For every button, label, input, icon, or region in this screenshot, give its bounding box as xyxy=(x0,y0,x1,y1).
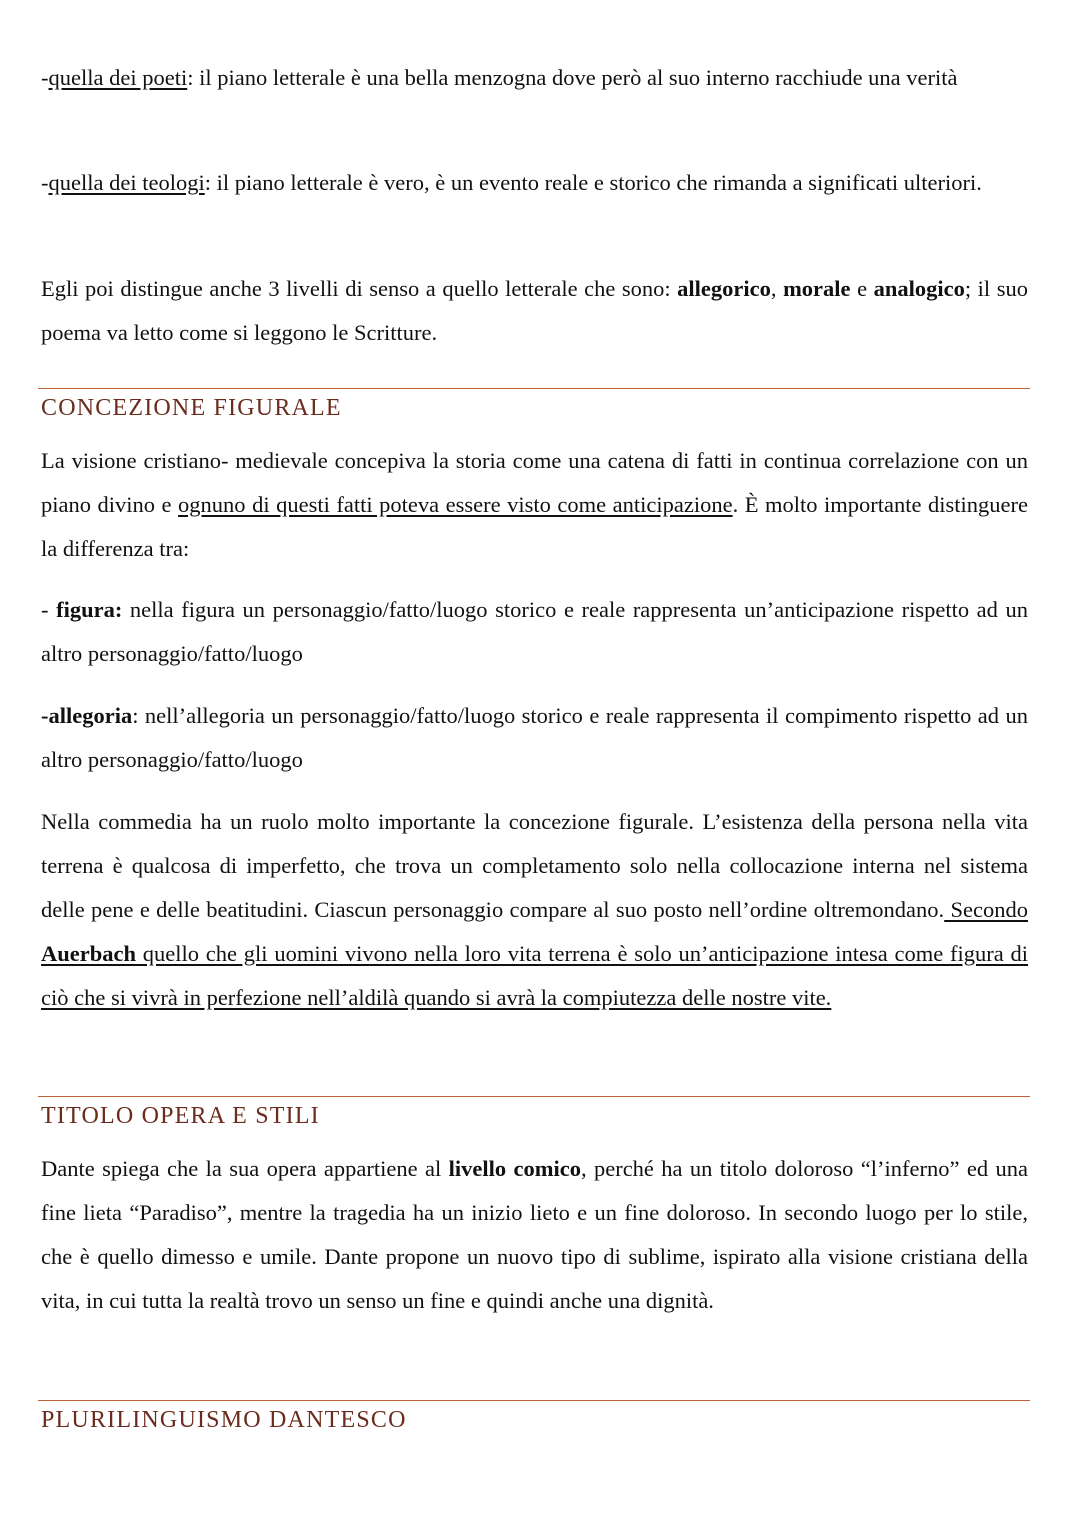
text: : il piano letterale è vero, è un evento reale e storico che rimanda a significati ulteriori. xyxy=(204,170,982,195)
text: . È molto importante distinguere la differenza tra: xyxy=(41,492,1028,561)
bold-term: morale xyxy=(783,276,851,301)
section-heading-figurale: CONCEZIONE FIGURALE xyxy=(41,395,342,421)
paragraph-allegoria xyxy=(41,694,1028,782)
underlined-text: ognuno di questi fatti poteva essere visto come anticipazione xyxy=(178,492,733,517)
text: ; il suo poema va letto come si leggono le Scritture. xyxy=(41,276,1028,345)
text: Egli poi distingue anche 3 livelli di senso a quello letterale che sono: xyxy=(41,276,678,301)
underlined-text: quello che gli uomini vivono nella loro vita terrena è solo un’anticipazione intesa come figura di ciò che si vivrà in perfezione nell’aldilà quando si avrà la compiutezza delle nostre vite. xyxy=(41,941,1028,1010)
paragraph-poeti xyxy=(41,56,1028,100)
text: nella figura un personaggio/fatto/luogo storico e reale rappresenta un’anticipazione rispetto ad un altro personaggio/fatto/luogo xyxy=(41,597,1028,666)
term-figura: figura: xyxy=(56,597,123,622)
term-teologi: quella dei teologi xyxy=(48,170,205,195)
section-divider xyxy=(38,388,1030,389)
text: : nell’allegoria un personaggio/fatto/luogo storico e reale rappresenta il compimento rispetto ad un altro personaggio/fatto/luogo xyxy=(41,703,1028,772)
paragraph-livelli xyxy=(41,267,1028,355)
bold-term: livello comico xyxy=(448,1156,581,1181)
paragraph-figura xyxy=(41,588,1028,676)
section-divider xyxy=(38,1400,1030,1401)
section-divider xyxy=(38,1096,1030,1097)
term-allegoria: -allegoria xyxy=(41,703,133,728)
text: Nella commedia ha un ruolo molto importante la concezione figurale. L’esistenza della persona nella vita terrena è qualcosa di imperfetto, che trova un completamento solo nella collocazione interna nel sistema delle pene e delle beatitudini. Ciascun personaggio compare al suo posto nell’ordine oltremondano. xyxy=(41,809,1028,922)
underlined-text: Secondo xyxy=(944,897,1028,922)
text: , xyxy=(770,276,784,301)
section-heading-plurilinguismo: PLURILINGUISMO DANTESCO xyxy=(41,1407,407,1433)
text: , perché ha un titolo doloroso “l’inferno” ed una fine lieta “Paradiso”, mentre la tragedia ha un inizio lieto e un fine doloroso. In secondo luogo per lo stile, che è quello dimesso e umile. Dante propone un nuovo tipo di sublime, ispirato alla visione cristiana della vita, in cui tutta la realtà trovo un senso un fine e quindi anche una dignità. xyxy=(41,1156,1028,1313)
text: La visione cristiano- medievale concepiva la storia come una catena di fatti in continua correlazione con un piano divino e xyxy=(41,448,1028,517)
paragraph-teologi xyxy=(41,161,1028,205)
paragraph-commedia xyxy=(41,800,1028,1020)
dash: - xyxy=(41,65,49,90)
section-heading-titolo: TITOLO OPERA E STILI xyxy=(41,1103,320,1129)
text: : il piano letterale è una bella menzogna dove però al suo interno racchiude una verità xyxy=(187,65,958,90)
dash: - xyxy=(41,597,57,622)
term-poeti: quella dei poeti xyxy=(48,65,188,90)
text: Dante spiega che la sua opera appartiene al xyxy=(41,1156,449,1181)
text: e xyxy=(850,276,874,301)
paragraph-titolo xyxy=(41,1147,1028,1323)
bold-term: analogico xyxy=(873,276,965,301)
bold-term: allegorico xyxy=(677,276,771,301)
bold-underlined-name: Auerbach xyxy=(41,941,136,966)
dash: - xyxy=(41,170,49,195)
paragraph-visione xyxy=(41,439,1028,571)
